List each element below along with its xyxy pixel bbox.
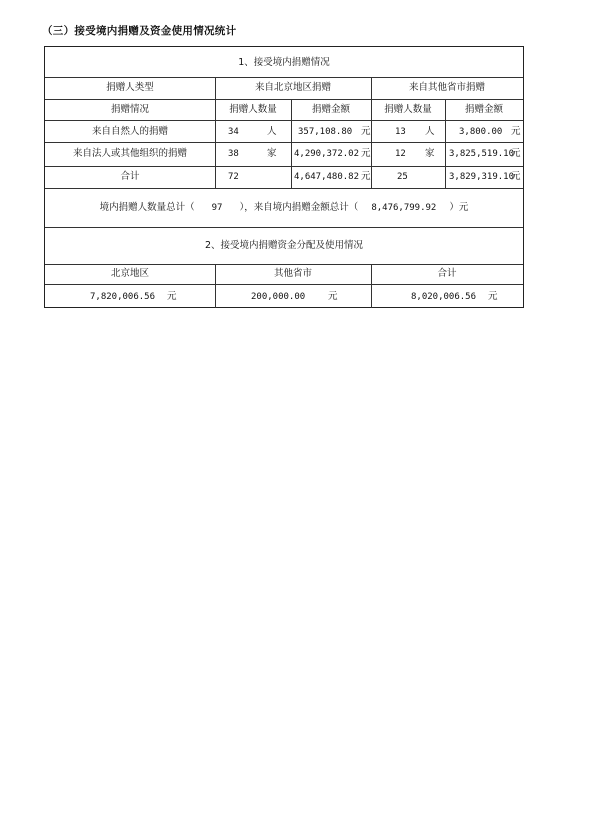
other-count: 12 bbox=[395, 149, 406, 159]
summary-prefix: 境内捐赠人数量总计（ bbox=[99, 202, 195, 213]
count-unit: 家 bbox=[267, 148, 277, 159]
row-label: 来自法人或其他组织的捐赠 bbox=[72, 148, 187, 159]
other-count: 13 bbox=[395, 127, 406, 137]
col-donor-type: 捐赠人类型 bbox=[106, 82, 154, 93]
section-heading: （三）接受境内捐赠及资金使用情况统计 bbox=[42, 25, 237, 37]
sub-amount-beijing: 捐赠金额 bbox=[311, 104, 350, 115]
count-unit: 人 bbox=[267, 126, 277, 137]
col-other-provinces: 来自其他省市捐赠 bbox=[408, 82, 485, 93]
col-total: 合计 bbox=[437, 268, 457, 279]
divider bbox=[45, 120, 523, 121]
amount-unit: 元 bbox=[511, 171, 521, 182]
divider bbox=[45, 264, 523, 265]
total-allocation: 8,020,006.56 bbox=[411, 292, 477, 302]
beijing-amount: 357,108.80 bbox=[298, 127, 353, 137]
row-label-total: 合计 bbox=[120, 171, 140, 182]
col-beijing-region: 北京地区 bbox=[110, 268, 149, 279]
summary-donor-count: 97 bbox=[211, 203, 223, 213]
beijing-amount: 4,290,372.02 bbox=[294, 149, 360, 159]
divider bbox=[45, 284, 523, 285]
other-amount-total: 3,829,319.10 bbox=[449, 172, 515, 182]
sub-count-other: 捐赠人数量 bbox=[384, 104, 432, 115]
count-unit: 人 bbox=[425, 126, 435, 137]
divider bbox=[45, 227, 523, 228]
beijing-count: 38 bbox=[228, 149, 239, 159]
divider bbox=[45, 166, 523, 167]
divider bbox=[45, 77, 523, 78]
col-other-provinces: 其他省市 bbox=[273, 268, 312, 279]
sub-amount-other: 捐赠金额 bbox=[464, 104, 503, 115]
row-label: 来自自然人的捐赠 bbox=[91, 126, 168, 137]
sub-count-beijing: 捐赠人数量 bbox=[229, 104, 277, 115]
amount-unit: 元 bbox=[361, 126, 371, 137]
divider bbox=[45, 188, 523, 189]
amount-unit: 元 bbox=[361, 171, 371, 182]
beijing-amount-total: 4,647,480.82 bbox=[294, 172, 360, 182]
beijing-allocation: 7,820,006.56 bbox=[90, 292, 156, 302]
amount-unit: 元 bbox=[361, 148, 371, 159]
amount-unit: 元 bbox=[488, 291, 498, 302]
amount-unit: 元 bbox=[328, 291, 338, 302]
other-amount: 3,800.00 bbox=[459, 127, 503, 137]
amount-unit: 元 bbox=[511, 126, 521, 137]
donation-table bbox=[44, 46, 524, 308]
count-unit: 家 bbox=[425, 148, 435, 159]
beijing-count-total: 72 bbox=[228, 172, 239, 182]
summary-donation-amount: 8,476,799.92 bbox=[371, 203, 437, 213]
summary-suffix: ）元 bbox=[449, 202, 469, 213]
other-allocation: 200,000.00 bbox=[251, 292, 306, 302]
amount-unit: 元 bbox=[511, 148, 521, 159]
beijing-count: 34 bbox=[228, 127, 239, 137]
section1-title: 1、接受境内捐赠情况 bbox=[238, 57, 330, 68]
section2-title: 2、接受境内捐赠资金分配及使用情况 bbox=[204, 240, 364, 251]
amount-unit: 元 bbox=[167, 291, 177, 302]
divider bbox=[45, 142, 523, 143]
divider bbox=[45, 99, 523, 100]
other-count-total: 25 bbox=[397, 172, 408, 182]
col-beijing: 来自北京地区捐赠 bbox=[254, 82, 331, 93]
summary-mid: ），来自境内捐赠金额总计（ bbox=[239, 202, 359, 213]
other-amount: 3,825,519.10 bbox=[449, 149, 515, 159]
domestic-summary bbox=[45, 202, 523, 214]
row-label-donation: 捐赠情况 bbox=[110, 104, 149, 115]
